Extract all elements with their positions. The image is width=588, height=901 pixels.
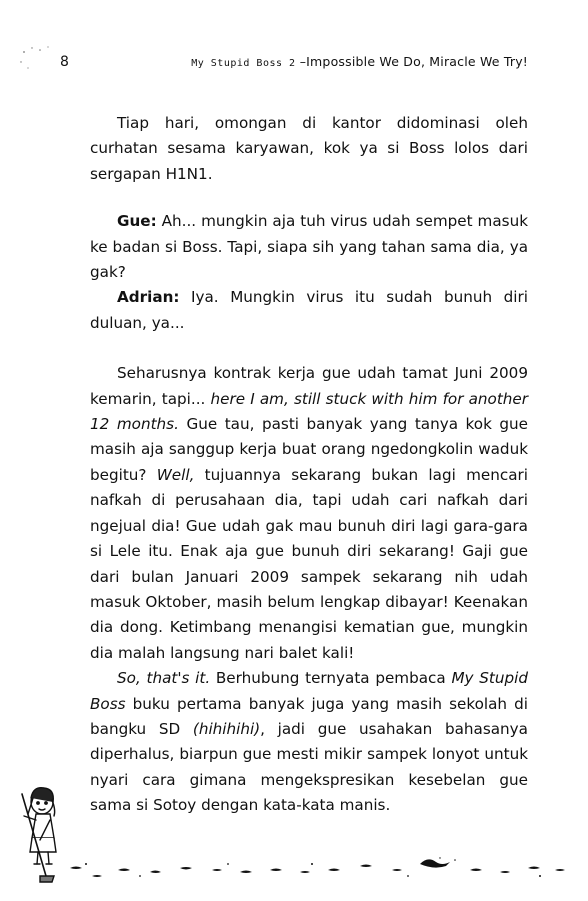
paragraph-contract-part-c: Gue tau, pasti banyak yang tanya kok gue masih aja sanggup kerja buat orang ngedongkolin waduk begitu?	[90, 415, 529, 484]
paragraph-closing-part-d: buku pertama banyak juga yang masih sekolah di bangku SD	[90, 694, 528, 738]
speaker-gue: Gue:	[117, 212, 157, 231]
paragraph-contract-italic-well: Well,	[156, 465, 195, 484]
dialogue-adrian-text: Iya. Mungkin virus itu sudah bunuh diri duluan, ya...	[90, 288, 528, 332]
paragraph-contract-part-a: Seharusnya kontrak kerja gue udah tamat Juni 2009 kemarin, tapi...	[90, 364, 528, 408]
paragraph-closing-part-b: Berhubung ternyata pembaca	[210, 669, 452, 688]
corner-speckle-decoration	[18, 44, 78, 84]
sweeping-girl-illustration	[22, 788, 56, 882]
paragraph-closing-book-title: My Stupid Boss	[90, 669, 528, 713]
book-title-header	[191, 54, 528, 69]
paragraph-contract-part-e: tujuannya sekarang bukan lagi mencari nafkah di perusahaan dia, tapi udah cari nafkah dari ngejual dia! Gue udah gak mau bunuh diri lagi gara-gara si Lele itu. Enak aja gue bunuh diri sekarang! Gaji gue dari bulan Januari 2009 sampek sekarang nih udah masuk Oktober, masih belum lengkap dibayar! Keenakan dia dong. Ketimbang menangisi kematian gue, mungkin dia malah langsung nari balet kali!	[90, 465, 528, 662]
paragraph-closing-italic-so: So, that's it.	[117, 669, 211, 688]
paragraph-closing-part-f: , jadi gue usahakan bahasanya diperhalus, biarpun gue mesti mikir sampek lonyot untuk nyari cara gimana mengekspresikan kesebelan gue sama si Sotoy dengan kata-kata manis.	[90, 719, 528, 815]
book-title-handwritten: My Stupid Boss 2	[191, 58, 296, 69]
running-header	[58, 52, 528, 74]
dialogue-gue	[90, 209, 528, 285]
dialogue-gue-text: Ah... mungkin aja tuh virus udah sempet masuk ke badan si Boss. Tapi, siapa sih yang tahan sama dia, ya gak?	[90, 212, 528, 282]
book-subtitle: –Impossible We Do, Miracle We Try!	[295, 54, 528, 69]
paragraph-contract	[90, 361, 528, 666]
footer-illustration	[0, 780, 588, 901]
footprint-trail	[70, 857, 565, 877]
paragraph-closing-italic-laugh: (hihihihi)	[192, 719, 261, 738]
speaker-adrian: Adrian:	[117, 288, 180, 307]
dialogue-adrian	[90, 285, 528, 336]
page-number: 8	[60, 54, 69, 70]
paragraph-intro: Tiap hari, omongan di kantor didominasi oleh curhatan sesama karyawan, kok ya si Boss lolos dari sergapan H1N1.	[90, 114, 528, 183]
paragraph-contract-italic-english: here I am, still stuck with him for another 12 months.	[90, 389, 528, 434]
page-body	[90, 111, 528, 819]
